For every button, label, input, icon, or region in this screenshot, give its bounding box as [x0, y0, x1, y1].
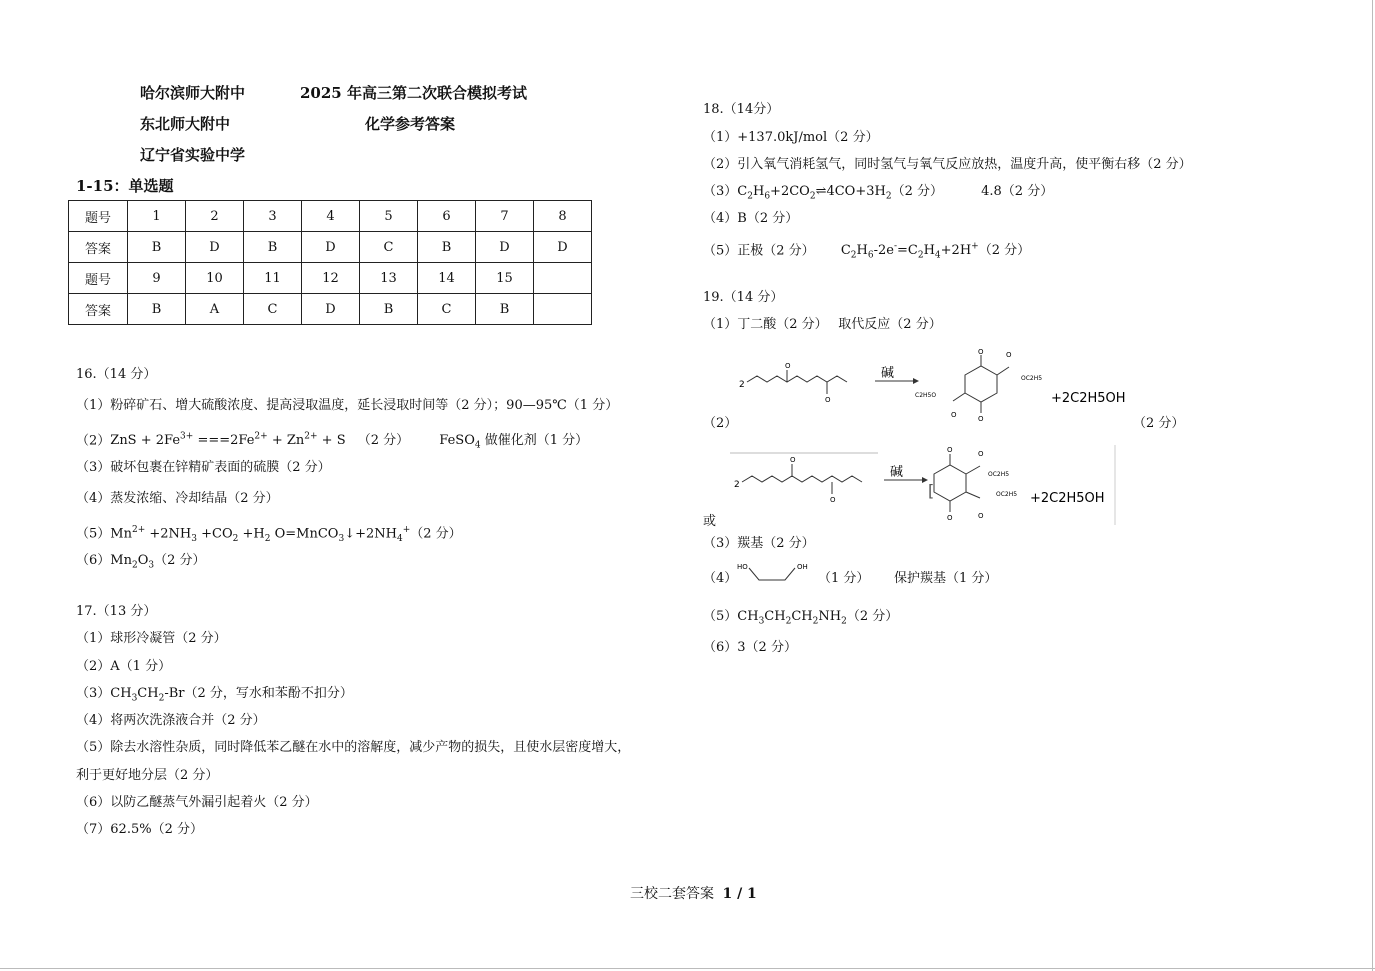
svg-text:O: O	[951, 411, 957, 419]
school-name-2: 东北师大附中	[140, 115, 231, 133]
table-cell: 9	[128, 263, 186, 294]
q16-answer-1: （1）粉碎矿石、增大硫酸浓度、提高浸取温度，延长浸取时间等（2 分）；90—95℃（1 分）	[76, 398, 619, 413]
table-cell: 15	[476, 263, 534, 294]
q19-answer-4-prefix: （4）	[703, 571, 738, 586]
svg-text:O: O	[978, 415, 984, 423]
q19-answer-2-prefix: （2）	[703, 416, 738, 431]
base-label: 碱	[881, 366, 895, 381]
svg-text:O: O	[978, 348, 984, 356]
table-cell	[534, 294, 592, 325]
mc-heading: 1-15：单选题	[76, 177, 174, 195]
q16-answer-2-extra: FeSO$_4$ 做催化剂（1 分）	[439, 433, 589, 451]
ethylene-glycol-structure	[737, 560, 817, 584]
q16-answer-2	[76, 429, 588, 454]
row-label: 答案	[69, 232, 128, 263]
q18-answer-5	[703, 239, 1030, 264]
q18-answer-5-equation: $C_2H_6-2e^-=C_2H_4+2H^+(2$ 分）	[840, 242, 1031, 261]
table-cell: D	[302, 294, 360, 325]
q17-answer-1: （1）球形冷凝管（2 分）	[76, 631, 227, 646]
table-cell: 6	[418, 201, 476, 232]
q18-answer-1: （1）+137.0kJ/mol（2 分）	[703, 130, 879, 145]
q17-answer-7: （7）62.5%（2 分）	[76, 822, 203, 837]
cyclohexane-ring	[934, 465, 966, 501]
cyclohexane-ring	[965, 366, 997, 402]
table-cell: 13	[360, 263, 418, 294]
q17-answer-6: （6）以防乙醚蒸气外漏引起着火（2 分）	[76, 795, 318, 810]
table-row	[69, 201, 592, 232]
svg-text:O: O	[947, 446, 953, 454]
ethanol-product: +2C2H5OH	[1051, 391, 1126, 406]
svg-text:O: O	[830, 496, 836, 504]
table-cell: 8	[534, 201, 592, 232]
q16-answer-6: $(6)Mn_2O_3(2$ 分）	[76, 553, 206, 571]
table-cell: A	[186, 294, 244, 325]
arrow-head	[913, 378, 919, 384]
q16-answer-2-score: （2 分）	[357, 433, 410, 449]
table-cell: 2	[186, 201, 244, 232]
q19-answer-4-score: （1 分）	[818, 571, 870, 586]
q18-answer-4: （4）B（2 分）	[703, 211, 799, 226]
table-cell: 1	[128, 201, 186, 232]
table-cell: 10	[186, 263, 244, 294]
ester-label: OC2H5	[1021, 375, 1043, 382]
q17-answer-2: （2）A（1 分）	[76, 659, 172, 674]
q19-answer-5: $(5)CH_3CH_2CH_2NH_2(2$ 分）	[703, 609, 899, 627]
q19-title: 19.（14 分）	[703, 290, 784, 305]
q16-title: 16.（14 分）	[76, 367, 157, 382]
table-cell: 5	[360, 201, 418, 232]
table-cell: D	[302, 232, 360, 263]
q18-answer-3-extra: 4.8（2 分）	[981, 184, 1054, 199]
table-cell: B	[128, 294, 186, 325]
q16-answer-3: （3）破坏包裹在锌精矿表面的硫膜（2 分）	[76, 460, 331, 475]
oxygen-label: O	[825, 396, 831, 404]
q17-answer-4: （4）将两次洗涤液合并（2 分）	[76, 713, 266, 728]
q16-answer-2-equation: ZnS + $2Fe^{3+} ===2Fe^{2+} + Zn^{2+} + S$	[110, 432, 346, 449]
oxygen-label: O	[785, 362, 791, 370]
or-label: 或	[703, 514, 717, 529]
table-cell: D	[476, 232, 534, 263]
diester-chain	[742, 476, 862, 482]
table-row	[69, 232, 592, 263]
q18-title: 18.（14分）	[703, 102, 780, 117]
q19-answer-2-score: （2 分）	[1133, 416, 1185, 431]
ethanol-product: +2C2H5OH	[1030, 491, 1105, 506]
table-cell: B	[360, 294, 418, 325]
q16-answer-2-prefix: （2）	[76, 433, 111, 449]
svg-text:O: O	[978, 512, 984, 520]
table-cell: D	[534, 232, 592, 263]
page-edge-bottom	[0, 968, 1375, 969]
footer	[630, 883, 757, 903]
table-cell: B	[244, 232, 302, 263]
table-cell: C	[418, 294, 476, 325]
hydroxyl-label: HO	[737, 563, 748, 571]
svg-text:[: [	[928, 481, 935, 500]
table-cell: 7	[476, 201, 534, 232]
page-edge-right	[1372, 0, 1373, 971]
q17-title: 17.（13 分）	[76, 604, 157, 619]
svg-text:O: O	[1006, 351, 1012, 359]
row-label: 题号	[69, 263, 128, 294]
base-label: 碱	[890, 465, 904, 480]
q16-answer-4: （4）蒸发浓缩、冷却结晶（2 分）	[76, 491, 279, 506]
q19-answer-1: （1）丁二酸（2 分） 取代反应（2 分）	[703, 317, 942, 332]
hydroxyl-label: OH	[797, 563, 808, 571]
table-cell: C	[360, 232, 418, 263]
footer-text: 三校二套答案	[630, 886, 714, 902]
q17-answer-5-line1: （5）除去水溶性杂质，同时降低苯乙醚在水中的溶解度，减少产物的损失，且使水层密度增大，	[76, 740, 631, 755]
ester-label: C2H5O	[915, 392, 937, 399]
page-number: 1 / 1	[722, 886, 757, 902]
q18-answer-3-prefix: （3）	[703, 184, 738, 199]
ester-label: OC2H5	[988, 471, 1010, 478]
school-name-1: 哈尔滨师大附中	[140, 84, 246, 102]
table-cell: D	[186, 232, 244, 263]
diester-chain	[747, 376, 847, 382]
row-label: 答案	[69, 294, 128, 325]
table-cell: 4	[302, 201, 360, 232]
q17-answer-5-line2: 利于更好地分层（2 分）	[76, 768, 219, 783]
q19-answer-3: （3）羰基（2 分）	[703, 536, 815, 551]
table-cell: B	[476, 294, 534, 325]
answer-table	[68, 200, 592, 325]
answer-subtitle: 化学参考答案	[365, 115, 456, 133]
exam-title: 2025 年高三第二次联合模拟考试	[300, 84, 527, 102]
q18-answer-3	[703, 184, 1053, 205]
table-cell: B	[128, 232, 186, 263]
reaction-scheme-1	[735, 345, 1125, 430]
table-cell: B	[418, 232, 476, 263]
school-name-3: 辽宁省实验中学	[140, 146, 246, 164]
coefficient-label: 2	[734, 480, 740, 490]
table-cell: 12	[302, 263, 360, 294]
table-row	[69, 263, 592, 294]
q18-answer-2: （2）引入氧气消耗氢气，同时氢气与氧气反应放热，温度升高，使平衡右移（2 分）	[703, 157, 1192, 172]
table-cell: 11	[244, 263, 302, 294]
svg-text:O: O	[947, 514, 953, 522]
q16-answer-5: $(5)Mn^{2+} +2NH_3 +CO_2 +H_2$ $O=MnCO_3↓+2NH_4^+(2$ 分）	[76, 525, 462, 544]
ester-label: OC2H5	[996, 491, 1018, 498]
table-cell: 14	[418, 263, 476, 294]
q18-answer-5-prefix: （5）正极（2 分）	[703, 243, 815, 259]
svg-text:O: O	[978, 450, 984, 458]
q19-answer-4-extra: 保护羰基（1 分）	[894, 571, 998, 586]
row-label: 题号	[69, 201, 128, 232]
q17-answer-3: $(3)CH_3CH_2-Br(2$ 分，写水和苯酚不扣分）	[76, 686, 353, 704]
reaction-scheme-2	[728, 440, 1118, 530]
q19-answer-6: （6）3（2 分）	[703, 640, 797, 655]
table-cell: 3	[244, 201, 302, 232]
table-row	[69, 294, 592, 325]
table-cell: C	[244, 294, 302, 325]
coefficient-label: 2	[739, 380, 745, 390]
q18-answer-3-equation: $C_2H_6+2CO_2\rightleftharpoons 4CO+3H_2(2$ 分）	[737, 184, 943, 202]
table-cell	[534, 263, 592, 294]
svg-text:O: O	[790, 456, 796, 464]
